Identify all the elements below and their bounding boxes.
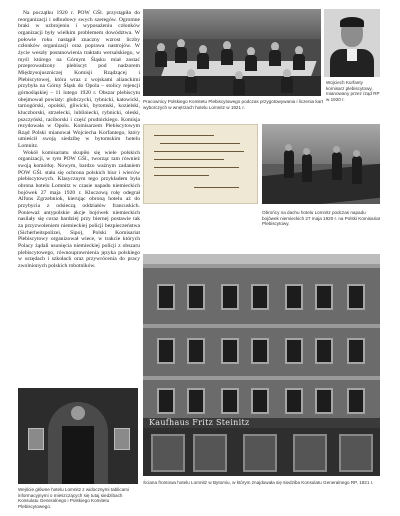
caption-facade: Ściana frontowa hotelu Lomnitz w Bytomiu, w którym znajdowała się siedziba Konsulatu Generalnego RP, 1921 r. [143, 480, 374, 485]
caption-portrait: Wojciech Korfanty komisarz plebiscytowy, mianowany przez rząd RP w 1920 r. [326, 80, 380, 102]
caption-entrance: Wejście główne hotelu Lomnitz z widocznymi tablicami informacyjnymi o mieszczących się tutaj siedzibach Konsulatu Generalnego i Polskiego Komitetu Plebiscytowego. [18, 487, 129, 509]
photo-hotel-facade [143, 254, 380, 476]
caption-conference: Pracownicy Polskiego Komitetu Plebiscytowego podczas przygotowywania i liczenia kart wyborczych w wnętrzach hotelu Lomnitz w 1921 r. [143, 99, 324, 110]
facade-store-sign: Kaufhaus Fritz Steinitz [149, 418, 250, 427]
photo-handwritten-document [143, 124, 258, 204]
article-paragraph-1: Na początku 1920 r. POW GŚl. przystąpiła do reorganizacji i odbudowy swych szeregów. Ogromne braki w uzbrojeniu i wyposażeniu członków organizacji były wielkim problemem dowództwa. W połowie roku nastąpił znaczny wzrost liczby członków organizacji oraz poprawa nastrojów. W życie weszły postanowienia traktatu wersalskiego, w myśl którego na Górnym Śląsku miał zostać przeprowadzony plebiscyt pod nadzorem Międzysojuszniczej Komisji Rządzącej i Plebiscytowej, która wraz z wojskami alianckimi przybyła na Górny Śląsk do Opola – stolicy rejencji górnośląskiej – 11 lutego 1920 r. Obszar plebiscytu obejmował powiaty: głubczycki, rybnicki, katowicki, tarnogórski, opolski, gliwicki, bytomski, kozielski, kluczborski, strzelecki, lubliniecki, rybnicki, oleski, pszczyński, raciborski i część prudnickiego. Komisja rezydowała w Opolu. Komisarzem Plebiscytowym Rząd Polski mianował Wojciecha Korfantego, który umieścił swoją siedzibę w bytomskim hotelu Lomnitz. [18, 10, 140, 150]
article-text [18, 10, 140, 270]
article-paragraph-2: Wokół komisariatu skupiło się wiele polskich organizacji, w tym POW GŚl., tworząc tam również swoją komórkę. Nowym, bardzo ważnym zadaniem POW GŚl. stała się ochrona polskich biur i wieców plebiscytowych. Klasycznym tego przykładem była obrona hotelu Lomnitz w czasie napadu niemieckich bojówek 27 maja 1920 r. Kluczową rolę odegrał Alfons Zgrzebniok, kierując obroną hotelu aż do przybycia z odsieczą oddziałów francuskich. Ponieważ antypolskie akcje bojówek niemieckich nasilały się coraz bardziej przy biernej postawie tak za przyzwoleniem niemieckiej policji bezpieczeństwa (Sicherheitspolizei, Sipo), Polski Komisariat Plebiscytowy organizował wiece, w trakcie których Polacy żądali usunięcia niemieckiej policji z obszaru plebiscytowego, równouprawnienia języka polskiego w urzędach i szkołach oraz przywrócenia do pracy zwolnionych polskich robotników. [18, 149, 140, 269]
photo-korfanty-portrait [324, 9, 380, 77]
caption-roof: Obrońcy na dachu hotelu Lomnitz podczas napadu bojówek niemieckich 27 maja 1920 r. na Polski Komisariat Plebiscytowy. [262, 210, 380, 227]
photo-roof-defenders [262, 124, 380, 204]
photo-conference-room [143, 9, 321, 96]
photo-hotel-entrance [18, 388, 138, 484]
